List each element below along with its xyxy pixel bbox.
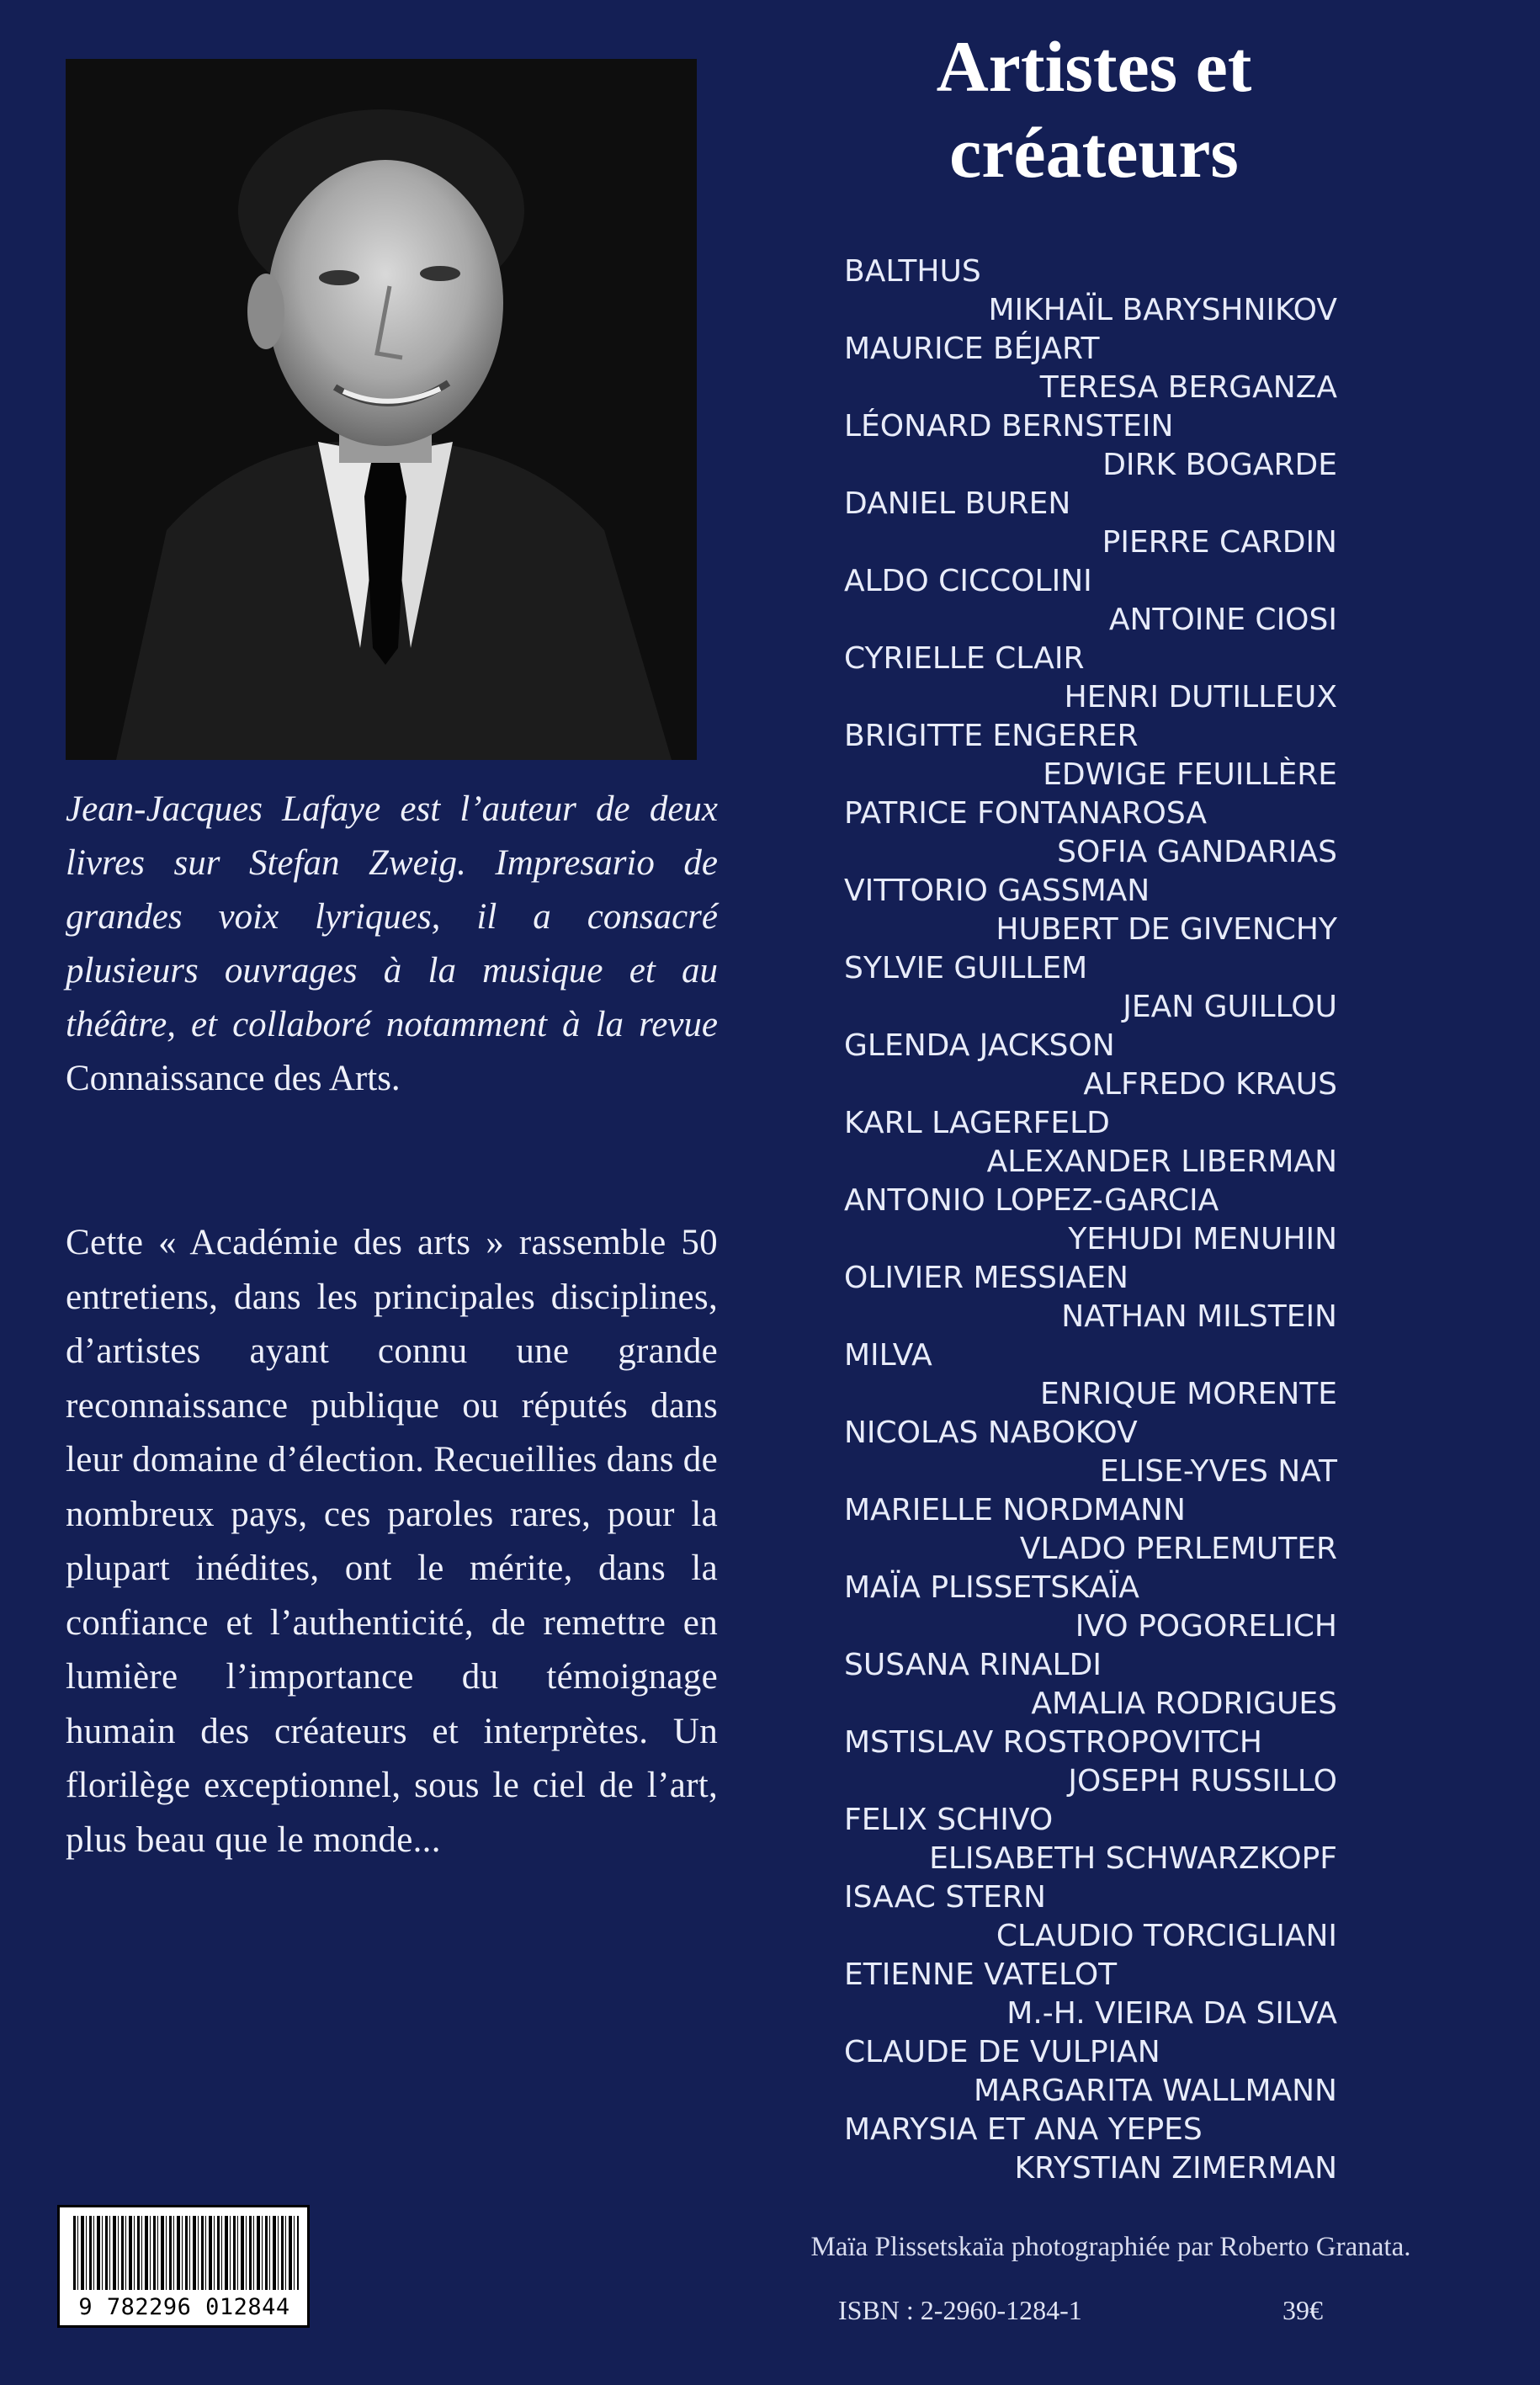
isbn-barcode: [57, 2205, 310, 2328]
artist-name: VITTORIO GASSMAN: [844, 874, 1150, 908]
artist-name: MSTISLAV ROSTROPOVITCH: [844, 1725, 1262, 1760]
artist-name: YEHUDI MENUHIN: [1068, 1222, 1337, 1256]
artist-name: AMALIA RODRIGUES: [1031, 1686, 1337, 1721]
artist-name: ANTOINE CIOSI: [1108, 603, 1337, 637]
artist-name: MIKHAÏL BARYSHNIKOV: [988, 293, 1337, 327]
artist-name: MARGARITA WALLMANN: [973, 2074, 1337, 2108]
barcode-bars: [73, 2216, 299, 2290]
artist-name: ELISE-YVES NAT: [1099, 1454, 1337, 1489]
author-bio: [66, 783, 718, 1106]
artist-name: ENRIQUE MORENTE: [1039, 1377, 1337, 1411]
artist-name: MILVA: [844, 1338, 932, 1373]
artist-name: KRYSTIAN ZIMERMAN: [1014, 2151, 1337, 2186]
artist-name: MARYSIA ET ANA YEPES: [844, 2112, 1203, 2147]
artist-name: KARL LAGERFELD: [844, 1106, 1110, 1140]
artist-name: ANTONIO LOPEZ-GARCIA: [844, 1183, 1219, 1218]
artist-name: DIRK BOGARDE: [1102, 448, 1337, 482]
artist-name: MARIELLE NORDMANN: [844, 1493, 1186, 1527]
artist-name: SYLVIE GUILLEM: [844, 951, 1088, 985]
artist-name: LÉONARD BERNSTEIN: [844, 409, 1174, 444]
price: 39€: [1282, 2295, 1323, 2325]
artist-name: NATHAN MILSTEIN: [1061, 1299, 1337, 1334]
artist-name: ETIENNE VATELOT: [844, 1957, 1118, 1992]
author-photo: [66, 59, 697, 760]
book-description: Cette « Académie des arts » rassemble 50 entretiens, dans les principales disciplines, d’artistes ayant connu une grande reconnaissance publique ou réputés dans leur domaine d’élection. Recueillies dans de nombreux pays, ces paroles rares, pour la plupart inédites, ont le mérite, dans la confiance et l’authenticité, de remettre en lumière l’importance du témoignage humain des créateurs et interprètes. Un florilège exceptionnel, sous le ciel de l’art, plus beau que le monde...: [66, 1223, 718, 1860]
artist-name: CYRIELLE CLAIR: [844, 641, 1085, 676]
artist-name: EDWIGE FEUILLÈRE: [1043, 757, 1337, 792]
artist-name: SUSANA RINALDI: [844, 1648, 1102, 1682]
barcode-digits: 9 782296 012844: [78, 2294, 290, 2320]
artist-name: ALDO CICCOLINI: [844, 564, 1092, 598]
artist-name: TERESA BERGANZA: [1039, 370, 1337, 405]
artist-name: JOSEPH RUSSILLO: [1068, 1764, 1337, 1798]
artist-name: ELISABETH SCHWARZKOPF: [929, 1841, 1337, 1876]
isbn-number: ISBN : 2-2960-1284-1: [838, 2295, 1082, 2325]
artist-name: DANIEL BUREN: [844, 486, 1071, 521]
book-title: Artistes et créateurs: [936, 26, 1252, 193]
artist-name: GLENDA JACKSON: [844, 1028, 1115, 1063]
author-bio-italic: Jean-Jacques Lafaye est l’auteur de deux livres sur Stefan Zweig. Impresario de grandes voix lyriques, il a consacré plusieurs ouvrages à la musique et au théâtre, et collaboré notamment à la revue: [66, 789, 718, 1044]
artist-name-list: [844, 252, 1337, 2188]
artist-name: MAURICE BÉJART: [844, 332, 1100, 366]
artist-name: PATRICE FONTANAROSA: [844, 796, 1208, 831]
artist-name: NICOLAS NABOKOV: [844, 1416, 1138, 1450]
artist-name: M.-H. VIEIRA DA SILVA: [1006, 1996, 1337, 2031]
artist-name: SOFIA GANDARIAS: [1057, 835, 1337, 869]
author-portrait-image: [66, 59, 697, 760]
artist-name: ISAAC STERN: [844, 1880, 1046, 1915]
artist-name: ALFREDO KRAUS: [1083, 1067, 1337, 1102]
artist-name: CLAUDE DE VULPIAN: [844, 2035, 1160, 2069]
artist-name: HENRI DUTILLEUX: [1064, 680, 1337, 714]
artist-name: IVO POGORELICH: [1075, 1609, 1337, 1644]
artist-name: JEAN GUILLOU: [1123, 990, 1337, 1024]
photo-caption: Maïa Plissetskaïa photographiée par Roberto Granata.: [810, 2232, 1411, 2262]
artist-name: BRIGITTE ENGERER: [844, 719, 1139, 753]
artist-name: OLIVIER MESSIAEN: [844, 1261, 1128, 1295]
artist-name: BALTHUS: [844, 254, 981, 289]
artist-name: VLADO PERLEMUTER: [1019, 1532, 1337, 1566]
artist-name: MAÏA PLISSETSKAÏA: [844, 1570, 1139, 1605]
artist-name: ALEXANDER LIBERMAN: [986, 1145, 1337, 1179]
artist-name: CLAUDIO TORCIGLIANI: [996, 1919, 1337, 1953]
artist-name: PIERRE CARDIN: [1102, 525, 1337, 560]
artist-name: HUBERT DE GIVENCHY: [996, 912, 1337, 947]
artist-name: FELIX SCHIVO: [844, 1803, 1054, 1837]
author-bio-roman: Connaissance des Arts.: [66, 1059, 401, 1098]
